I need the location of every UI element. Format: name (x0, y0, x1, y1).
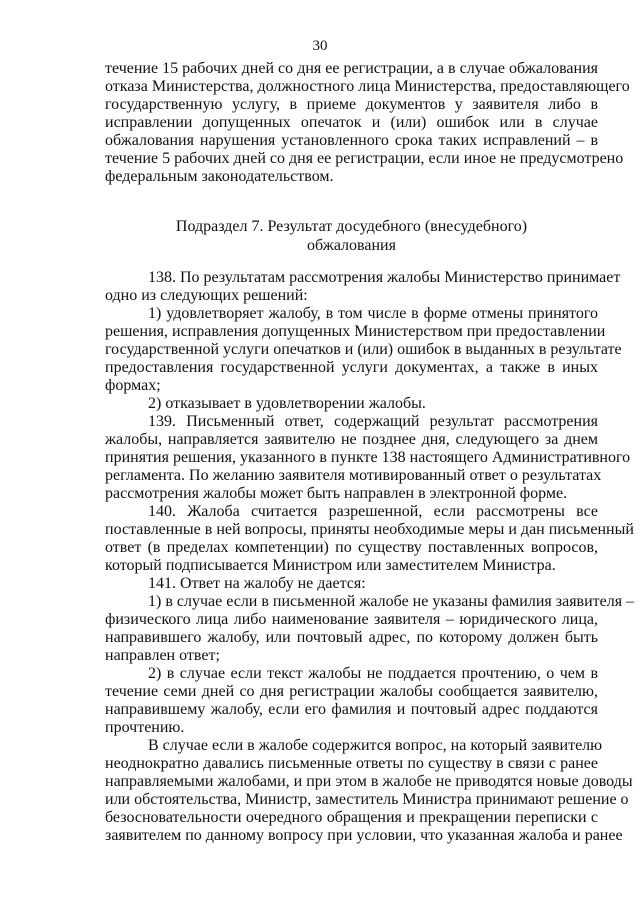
page-number: 30 (312, 38, 328, 54)
text-line: течение 15 рабочих дней со дня ее регистрации, а в случае обжалования (105, 60, 598, 77)
paragraph (105, 593, 635, 665)
text-line: 138. По результатам рассмотрения жалобы Министерство принимает (148, 269, 621, 286)
paragraph (105, 269, 621, 305)
text-line: течение 5 рабочих дней со дня ее регистрации, если иное не предусмотрено (105, 150, 624, 167)
text-line: 2) отказывает в удовлетворении жалобы. (148, 395, 426, 412)
text-line: предоставления государственной услуги документах, а также в иных (105, 359, 598, 376)
text-line: направившему жалобу, если его фамилия и почтовый адрес поддаются (105, 701, 598, 718)
text-line: физического лица либо наименование заявителя – юридического лица, (105, 611, 598, 628)
text-line: регламента. По желанию заявителя мотивированный ответ о результатах (105, 467, 602, 484)
paragraph (105, 737, 633, 845)
text-line: направляемыми жалобами, и при этом в жалобе не приводятся новые доводы (105, 773, 633, 790)
text-line: 139. Письменный ответ, содержащий результат рассмотрения (148, 413, 598, 430)
text-line: рассмотрения жалобы может быть направлен в электронной форме. (105, 485, 568, 502)
text-line: В случае если в жалобе содержится вопрос, на который заявителю (148, 737, 603, 754)
text-line: 1) удовлетворяет жалобу, в том числе в форме отмены принятого (148, 305, 598, 322)
text-line: 141. Ответ на жалобу не дается: (148, 575, 366, 592)
text-line: направившего жалобу, или почтовый адрес, по которому должен быть (105, 629, 598, 646)
text-line: 140. Жалоба считается разрешенной, если рассмотрены все (148, 503, 598, 520)
paragraph (105, 575, 598, 593)
text-line: 2) в случае если текст жалобы не поддается прочтению, о чем в (148, 665, 598, 682)
text-line: отказа Министерства, должностного лица Министерства, предоставляющего (105, 78, 630, 95)
text-line: который подписывается Министром или заместителем Министра. (105, 557, 556, 574)
text-line: течение семи дней со дня регистрации жалобы сообщается заявителю, (105, 683, 598, 700)
text-line: одно из следующих решений: (105, 287, 308, 304)
intro-paragraph (105, 60, 630, 186)
text-line: неоднократно давались письменные ответы по существу в связи с ранее (105, 755, 598, 772)
text-line: федеральным законодательством. (105, 168, 334, 185)
text-line: направлен ответ; (105, 647, 220, 664)
text-line: или обстоятельства, Министр, заместитель Министра принимают решение о (105, 791, 629, 808)
paragraph (105, 305, 622, 395)
section-heading (105, 217, 598, 255)
paragraph (105, 503, 634, 575)
heading-line: Подраздел 7. Результат досудебного (внесудебного) (175, 218, 528, 235)
text-line: обжалования нарушения установленного срока таких исправлений – в (105, 132, 598, 149)
text-line: ответ (в пределах компетенции) по существу поставленных вопросов, (105, 539, 598, 556)
heading-line: обжалования (307, 237, 396, 254)
text-line: безосновательности очередного обращения и прекращении переписки с (105, 809, 598, 826)
paragraph (105, 665, 598, 737)
text-line: исправлении допущенных опечаток и (или) ошибок или в случае (105, 114, 598, 131)
text-line: принятия решения, указанного в пункте 138 настоящего Административного (105, 449, 631, 466)
text-line: государственной услуги опечатков и (или) ошибок в выданных в результате (105, 341, 622, 358)
text-line: поставленные в ней вопросы, приняты необходимые меры и дан письменный (105, 521, 634, 538)
text-line: прочтению. (105, 719, 185, 736)
paragraph (105, 395, 598, 413)
text-line: жалобы, направляется заявителю не позднее дня, следующего за днем (105, 431, 598, 448)
text-line: заявителем по данному вопросу при условии, что указанная жалоба и ранее (105, 827, 623, 844)
text-line: формах; (105, 377, 161, 394)
text-line: 1) в случае если в письменной жалобе не указаны фамилия заявителя – (148, 593, 635, 610)
text-line: решения, исправления допущенных Министерством при предоставлении (105, 323, 606, 340)
text-line: государственную услугу, в приеме документов у заявителя либо в (105, 96, 598, 113)
main-body (105, 269, 635, 845)
paragraph (105, 413, 631, 503)
